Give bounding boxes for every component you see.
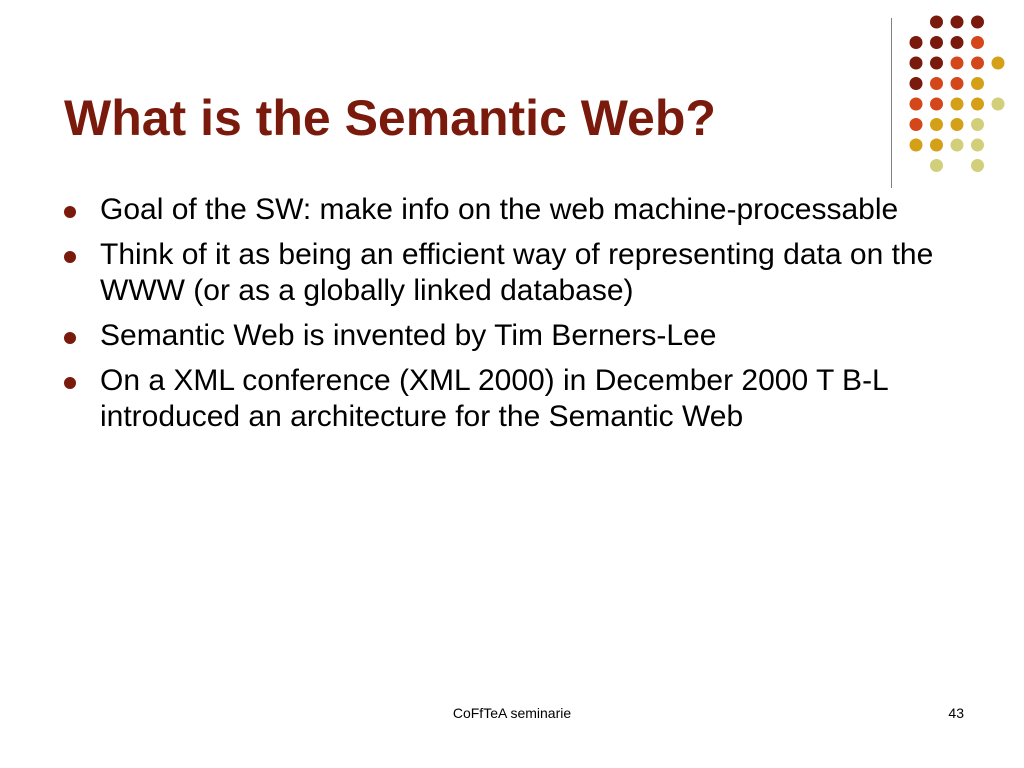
decorative-dot	[910, 36, 923, 49]
decorative-dot	[930, 77, 943, 90]
decorative-dot	[951, 16, 964, 29]
decorative-dot	[971, 77, 984, 90]
bullet-icon	[64, 377, 76, 389]
bullet-text: On a XML conference (XML 2000) in December 2000 T B-L introduced an architecture for the Semantic Web	[100, 364, 888, 433]
bullet-icon	[64, 251, 76, 263]
decorative-dot	[992, 57, 1005, 70]
bullet-icon	[64, 332, 76, 344]
decorative-dot	[971, 159, 984, 172]
decorative-dot	[910, 118, 923, 131]
bullet-text: Think of it as being an efficient way of representing data on the WWW (or as a globally linked database)	[100, 238, 934, 307]
decorative-dot	[930, 118, 943, 131]
decorative-dot	[951, 36, 964, 49]
decorative-dot	[910, 57, 923, 70]
decorative-dot	[992, 98, 1005, 111]
bullet-text: Semantic Web is invented by Tim Berners-Lee	[100, 319, 717, 352]
decorative-dot	[930, 159, 943, 172]
bullet-item	[64, 237, 964, 309]
decorative-dot	[951, 118, 964, 131]
decorative-dot	[951, 57, 964, 70]
decorative-dot	[930, 98, 943, 111]
decorative-dot	[930, 36, 943, 49]
bullet-icon	[64, 206, 76, 218]
decorative-dot	[971, 36, 984, 49]
bullet-text: Goal of the SW: make info on the web machine-processable	[100, 193, 899, 226]
decorative-dot	[930, 57, 943, 70]
decorative-dot	[951, 139, 964, 152]
bullet-item	[64, 318, 964, 354]
decorative-dot	[951, 77, 964, 90]
footer-text: CoFfTeA seminarie	[452, 705, 572, 721]
bullet-item	[64, 192, 964, 228]
decorative-dot	[910, 139, 923, 152]
decorative-dot	[910, 98, 923, 111]
bullet-item	[64, 363, 964, 435]
decorative-dot	[910, 77, 923, 90]
decorative-dot	[971, 98, 984, 111]
bullet-list	[64, 192, 964, 444]
decorative-dot	[971, 16, 984, 29]
decorative-dot	[951, 98, 964, 111]
decorative-dot	[930, 139, 943, 152]
vertical-divider	[891, 18, 892, 188]
slide-title: What is the Semantic Web?	[64, 90, 716, 146]
decorative-dot	[971, 118, 984, 131]
page-number: 43	[948, 705, 964, 721]
decorative-dot	[971, 57, 984, 70]
decorative-dot	[930, 16, 943, 29]
decorative-dot	[971, 139, 984, 152]
